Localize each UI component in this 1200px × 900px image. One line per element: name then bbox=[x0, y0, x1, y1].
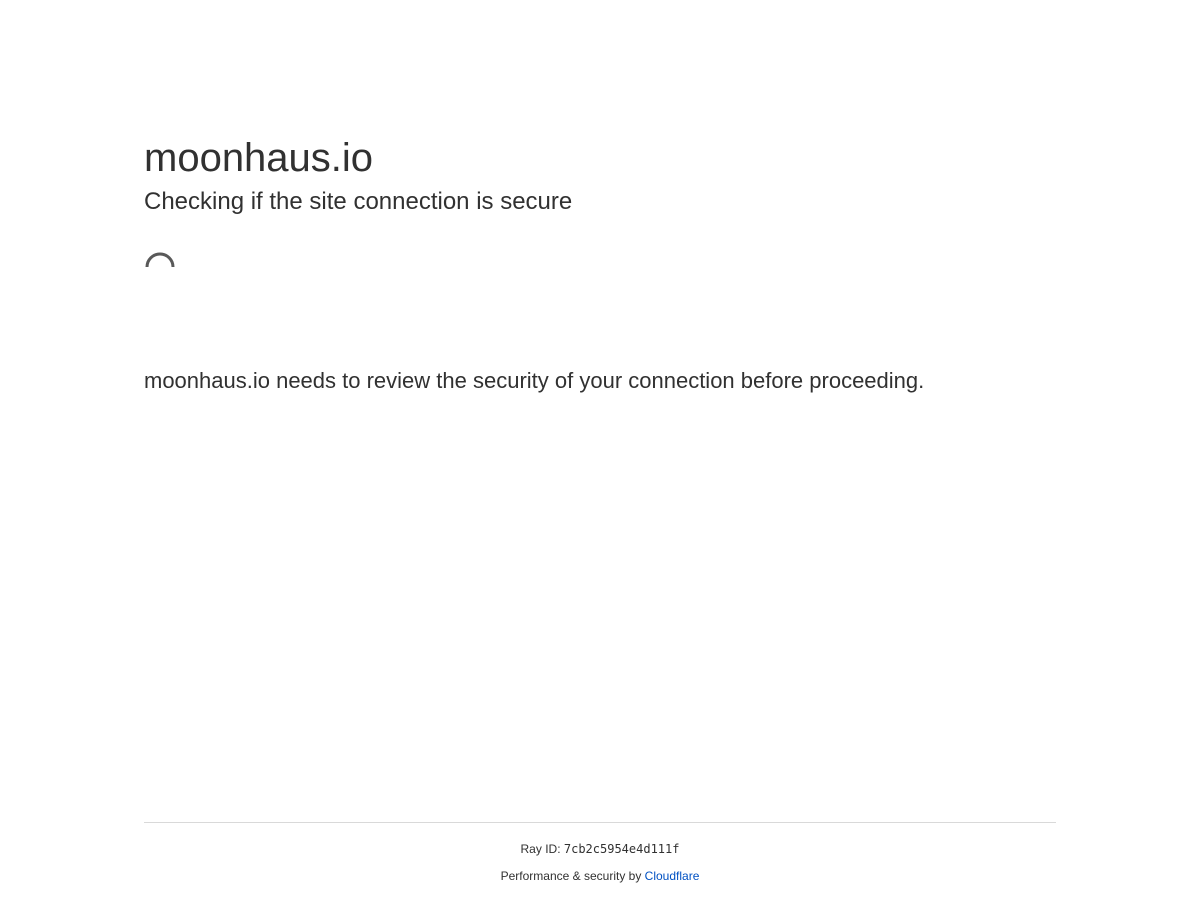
main-content bbox=[144, 130, 1056, 393]
loading-spinner-icon bbox=[144, 250, 176, 282]
status-subtitle: Checking if the site connection is secure bbox=[144, 188, 573, 215]
cloudflare-link[interactable]: Cloudflare bbox=[644, 869, 700, 883]
ray-id-value: 7cb2c5954e4d111f bbox=[563, 842, 680, 856]
footer bbox=[144, 822, 1056, 883]
ray-id-line bbox=[144, 842, 1056, 856]
site-name-heading: moonhaus.io bbox=[144, 136, 374, 180]
ray-id-label: Ray ID: bbox=[520, 842, 561, 856]
security-review-message: moonhaus.io needs to review the security of your connection before proceeding. bbox=[144, 368, 925, 393]
performance-text: Performance & security by bbox=[500, 869, 642, 883]
performance-line bbox=[144, 869, 1056, 883]
